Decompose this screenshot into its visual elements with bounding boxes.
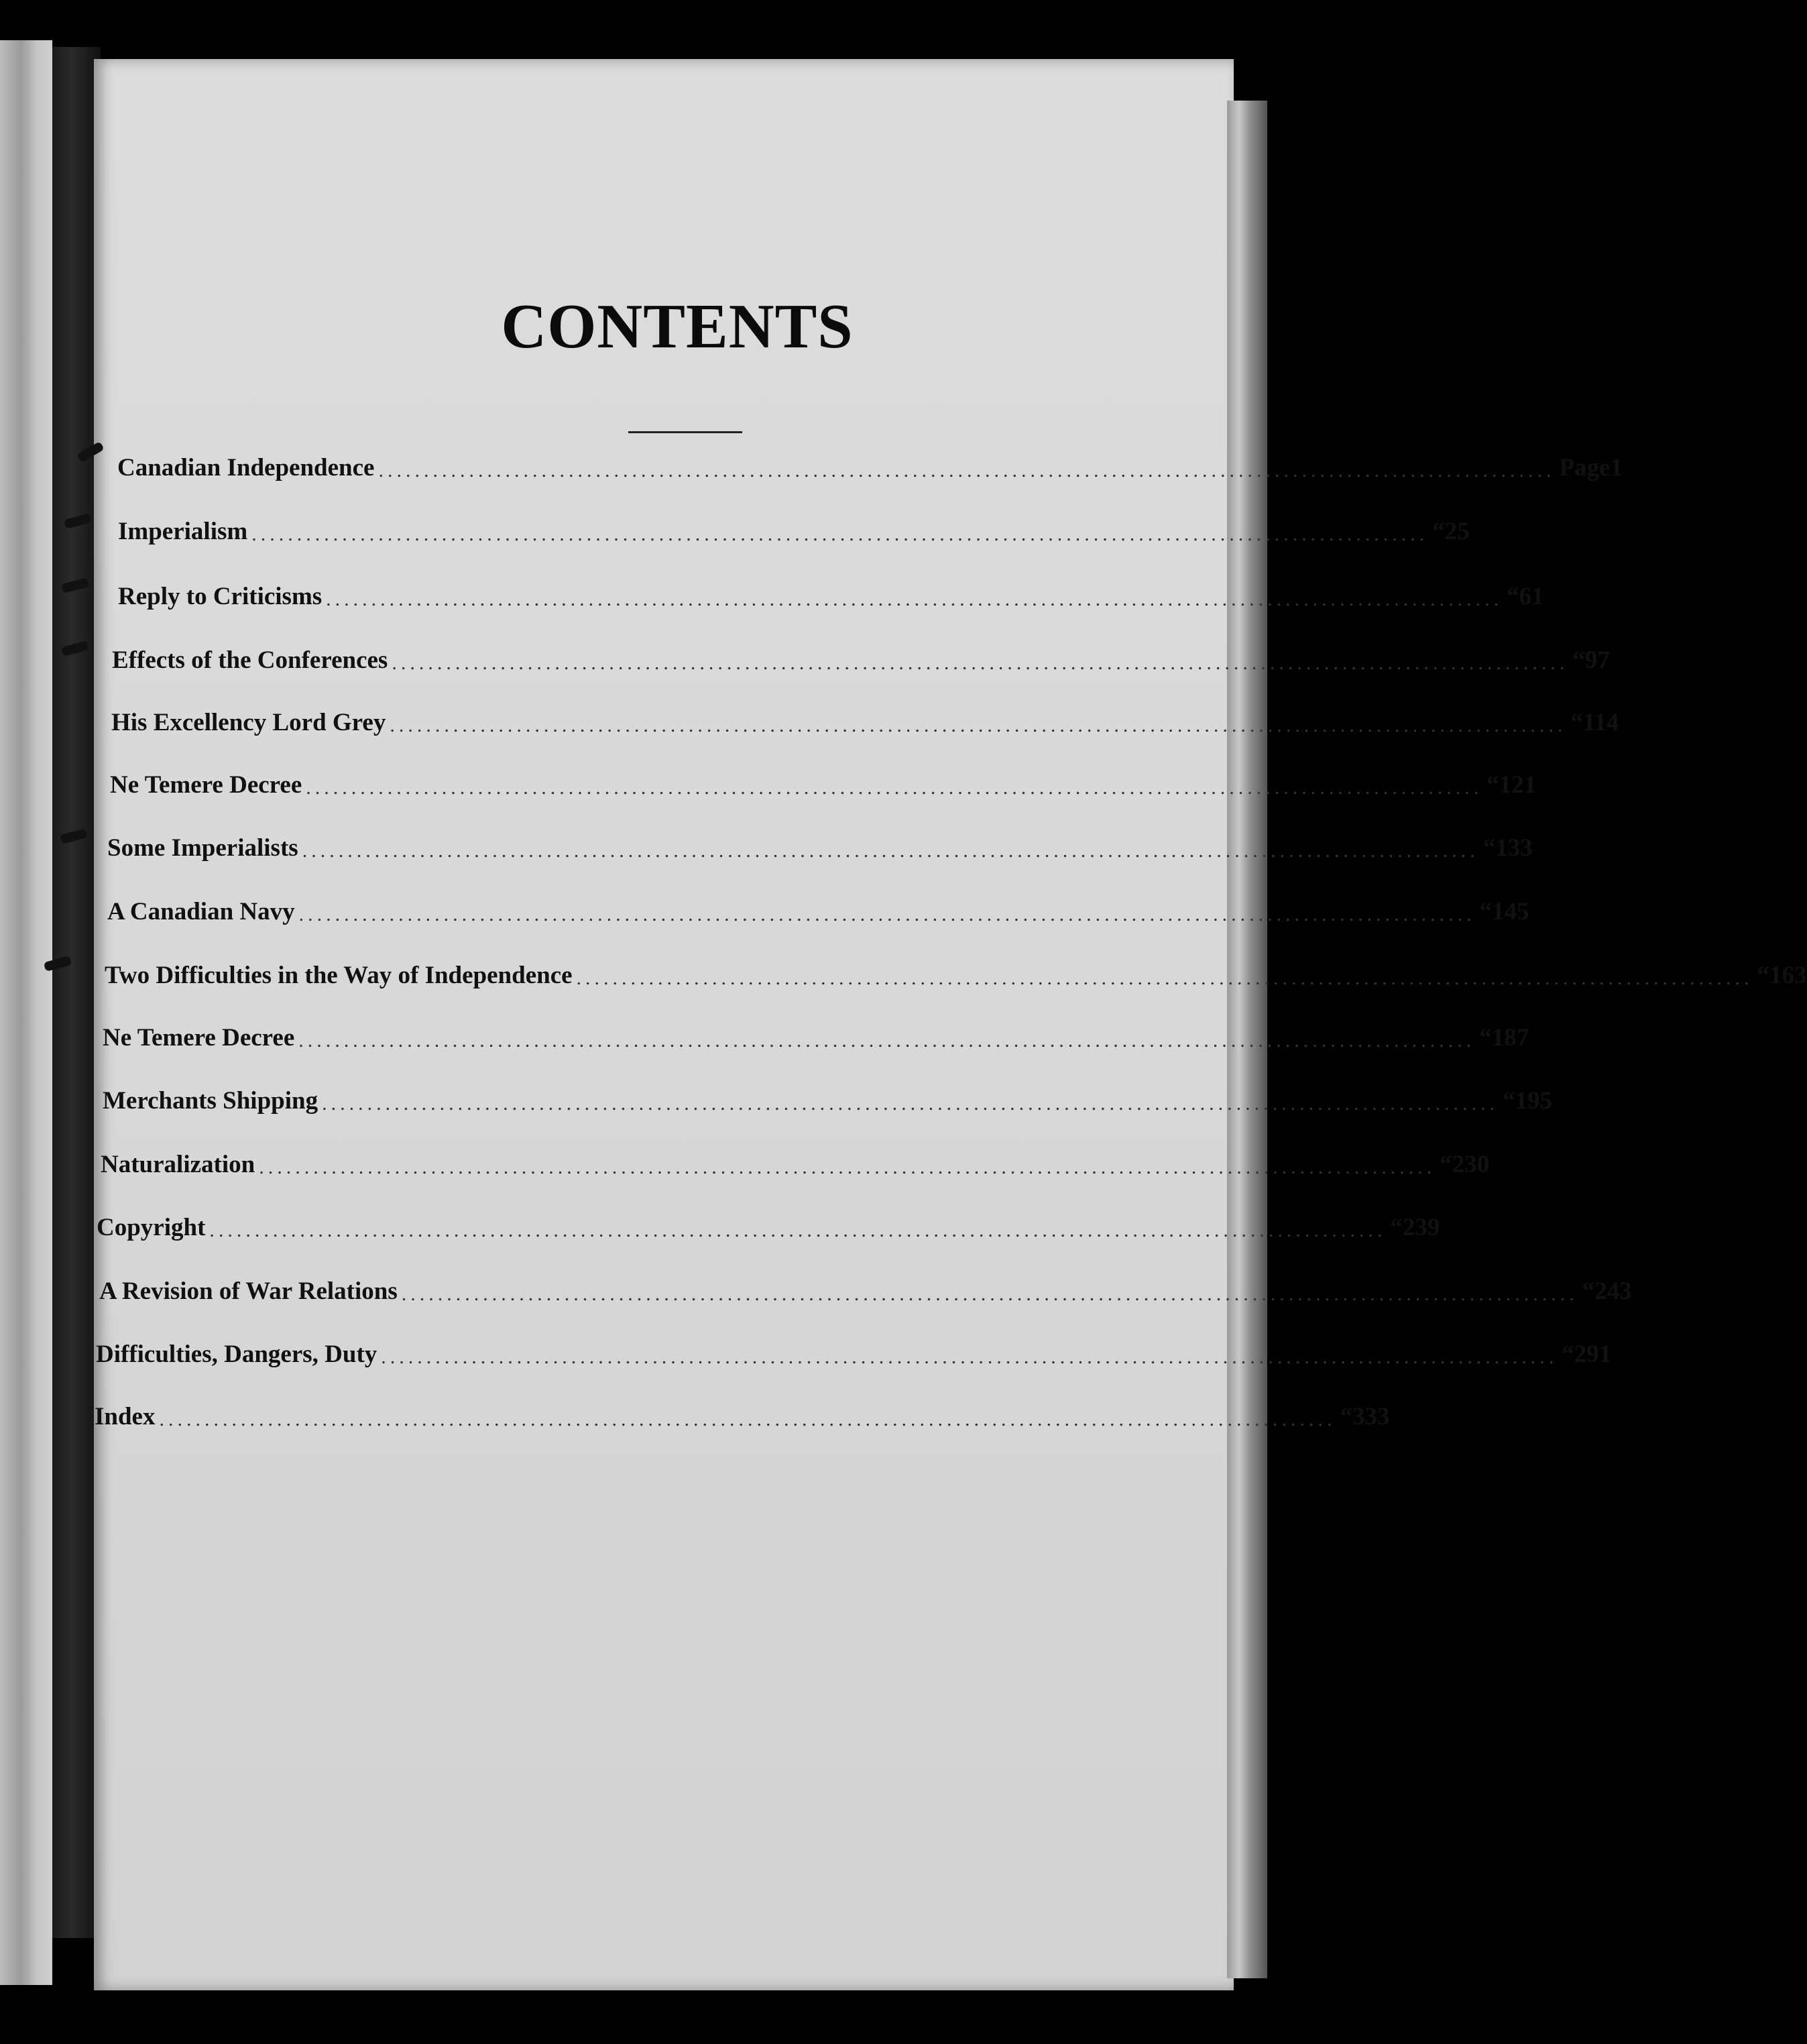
toc-entry[interactable]	[95, 1388, 1390, 1431]
toc-entry[interactable]	[110, 756, 1537, 799]
toc-entry-page: 121	[1499, 771, 1537, 799]
toc-entry-title: Reply to Criticisms	[118, 583, 323, 610]
toc-entry-page: 145	[1492, 898, 1529, 925]
toc-entry-title: His Excellency Lord Grey	[111, 709, 386, 736]
leader-dots: ..................................................................................................................................	[381, 1346, 1558, 1368]
leader-dots: ..................................................................................................................................	[259, 1156, 1436, 1178]
toc-entry[interactable]	[97, 1199, 1440, 1242]
toc-entry-mark: “	[1570, 709, 1583, 736]
toc-entry-title: Merchants Shipping	[103, 1087, 318, 1115]
toc-entry-page: 187	[1491, 1024, 1529, 1052]
toc-entry[interactable]	[107, 883, 1529, 926]
leader-dots: ..................................................................................................................................	[322, 1092, 1499, 1115]
toc-entry-title: Copyright	[97, 1214, 206, 1241]
leader-dots: ..................................................................................................................................	[298, 903, 1476, 925]
page-title: CONTENTS	[501, 292, 854, 361]
leader-dots: ..................................................................................................................................	[401, 1283, 1578, 1305]
toc-entry-title: Imperialism	[118, 518, 248, 545]
toc-entry-title: A Canadian Navy	[107, 898, 295, 925]
toc-entry[interactable]	[118, 503, 1470, 546]
leader-dots: ..................................................................................................................................	[251, 523, 1429, 545]
toc-entry-mark: Page	[1559, 454, 1611, 481]
toc-entry-mark: “	[1507, 583, 1519, 610]
leader-dots: ..................................................................................................................................	[209, 1219, 1387, 1241]
toc-entry[interactable]	[105, 947, 1807, 990]
toc-entry-page: 163	[1769, 962, 1807, 989]
toc-entry-page: 1	[1610, 454, 1623, 481]
leader-dots: ..................................................................................................................................	[392, 652, 1569, 674]
toc-entry-page: 291	[1574, 1341, 1612, 1368]
toc-entry[interactable]	[111, 694, 1619, 737]
toc-entry[interactable]	[112, 632, 1610, 675]
toc-entry[interactable]	[103, 1072, 1553, 1115]
leader-dots: ..................................................................................................................................	[302, 840, 1479, 862]
toc-entry-title: Index	[95, 1403, 156, 1430]
toc-entry-page: 114	[1582, 709, 1619, 736]
toc-entry-mark: “	[1482, 834, 1496, 862]
toc-entry-mark: “	[1479, 1024, 1492, 1052]
leader-dots: ..................................................................................................................................	[378, 459, 1556, 481]
toc-entry[interactable]	[103, 1009, 1529, 1052]
leader-dots: ..................................................................................................................................	[576, 967, 1753, 989]
toc-entry[interactable]	[101, 1136, 1490, 1179]
toc-entry-mark: “	[1487, 771, 1499, 799]
toc-entry[interactable]	[118, 568, 1544, 611]
toc-entry-title: Ne Temere Decree	[110, 771, 302, 799]
toc-entry-mark: “	[1572, 646, 1585, 674]
toc-entry[interactable]	[96, 1326, 1612, 1369]
leader-dots: ..................................................................................................................................	[159, 1408, 1336, 1430]
toc-entry-page: 230	[1452, 1151, 1490, 1178]
toc-entry-page: 195	[1515, 1087, 1553, 1115]
leader-dots: ..................................................................................................................................	[326, 588, 1503, 610]
toc-entry-title: Difficulties, Dangers, Duty	[96, 1341, 377, 1368]
toc-entry-page: 133	[1495, 834, 1533, 862]
toc-entry-mark: “	[1440, 1151, 1452, 1178]
toc-entry-mark: “	[1432, 518, 1445, 545]
leader-dots: ..................................................................................................................................	[298, 1029, 1476, 1052]
leader-dots: ..................................................................................................................................	[306, 777, 1483, 799]
toc-entry-title: Effects of the Conferences	[112, 646, 388, 674]
toc-entry-title: Ne Temere Decree	[103, 1024, 295, 1052]
toc-entry[interactable]	[117, 439, 1623, 482]
toc-entry-mark: “	[1582, 1278, 1595, 1305]
toc-entry-page: 97	[1584, 646, 1610, 674]
toc-entry-mark: “	[1479, 898, 1493, 925]
toc-entry[interactable]	[107, 819, 1533, 862]
toc-entry-mark: “	[1503, 1087, 1515, 1115]
toc-entry-title: Two Difficulties in the Way of Independence	[105, 962, 573, 989]
toc-entry-page: 239	[1402, 1214, 1440, 1241]
toc-entry-page: 25	[1444, 518, 1470, 545]
toc-entry-page: 61	[1519, 583, 1544, 610]
toc-entry-title: Canadian Independence	[117, 454, 375, 481]
toc-entry[interactable]	[99, 1263, 1632, 1306]
toc-entry-page: 333	[1352, 1403, 1390, 1430]
toc-entry-page: 243	[1594, 1278, 1632, 1305]
toc-entry-mark: “	[1562, 1341, 1574, 1368]
toc-entry-title: Naturalization	[101, 1151, 255, 1178]
toc-entry-title: Some Imperialists	[107, 834, 298, 862]
leader-dots: ..................................................................................................................................	[390, 714, 1567, 736]
toc-entry-title: A Revision of War Relations	[99, 1278, 398, 1305]
toc-entry-mark: “	[1340, 1403, 1352, 1430]
toc-entry-mark: “	[1390, 1214, 1403, 1241]
toc-entry-mark: “	[1757, 962, 1770, 989]
